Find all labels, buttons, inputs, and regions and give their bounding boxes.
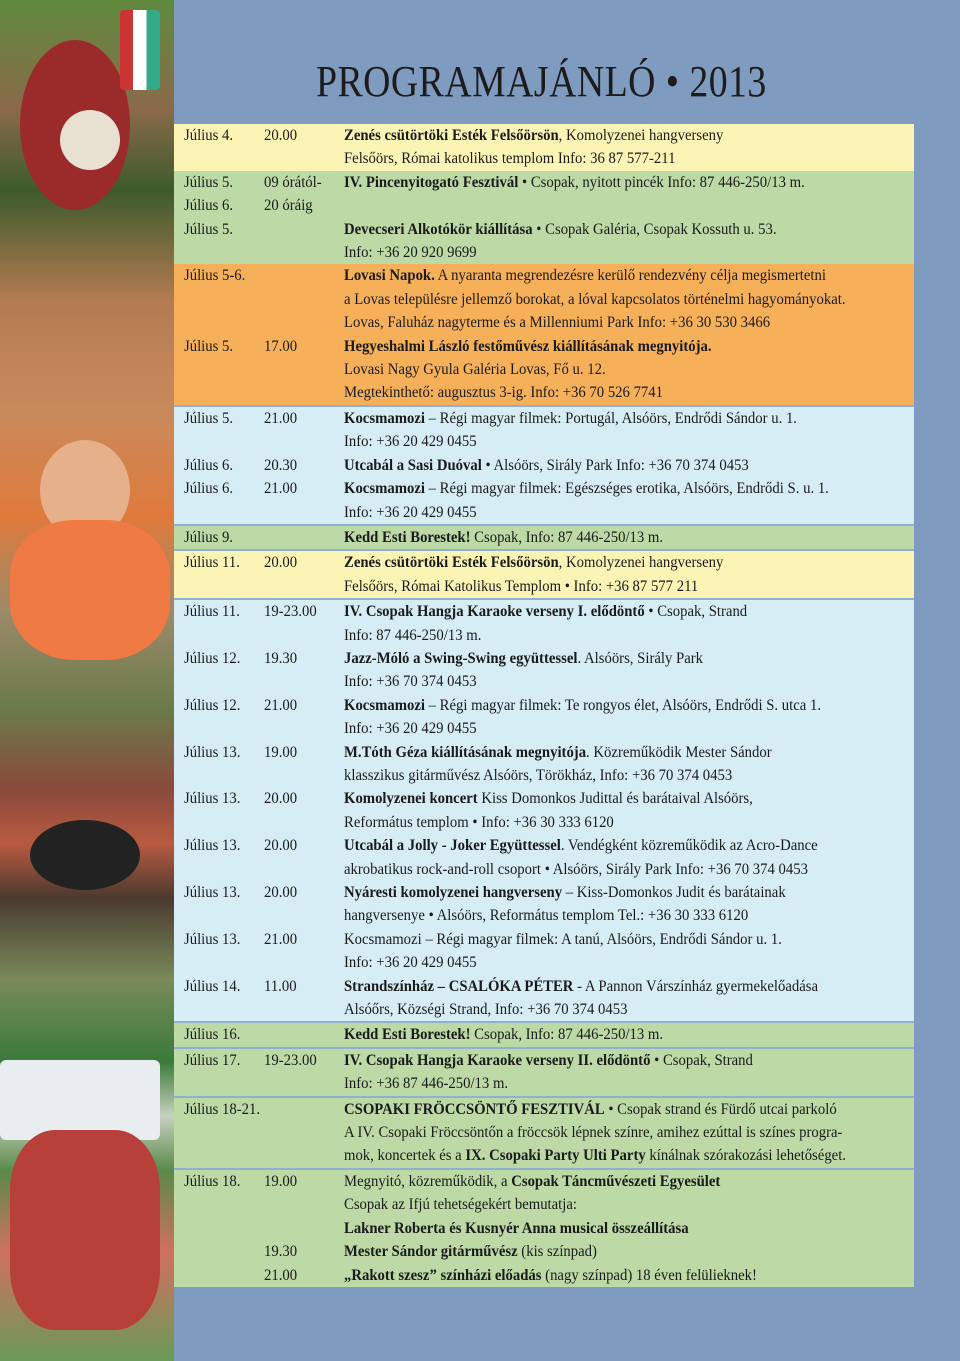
event-description [344,834,914,881]
date-line [184,1144,258,1167]
time-line [264,1217,338,1240]
date-line: Július 5. [184,173,234,191]
time-line [264,858,338,881]
event-time [264,1098,344,1168]
description-line: IV. Csopak Hangja Karaoke verseny II. elődöntő • Csopak, Strand [344,1051,753,1069]
date-line [184,288,258,311]
description-line: Felsőörs, Római Katolikus Templom • Info: +36 87 577 211 [344,577,699,595]
event-row [174,1047,914,1096]
event-date [184,526,264,549]
event-time [264,834,344,881]
time-line [264,147,338,170]
date-line: Július 4. [184,127,234,144]
date-line: Július 13. [184,790,241,808]
date-line [184,358,258,381]
description-line: Csopak az Ifjú tehetségekért bemutatja: [344,1196,577,1214]
date-line [184,147,258,170]
date-line [184,1217,258,1240]
event-date [184,647,264,694]
date-line [184,904,258,927]
event-date [184,834,264,881]
date-line [184,624,258,647]
event-date [184,881,264,928]
dancers [10,1130,160,1330]
description-line: A IV. Csopaki Fröccsöntőn a fröccsök lépnek színre, amihez ezúttal is színes progra- [344,1124,843,1142]
time-line: 20.00 [264,837,298,855]
date-line: Július 5-6. [184,267,246,285]
time-line: 09 órától- [264,173,322,191]
description-line: mok, koncertek és a IX. Csopaki Party Ulti Party kínálnak szórakozási lehetőséget. [344,1147,846,1165]
event-row [174,928,914,975]
time-line [264,904,338,927]
date-line [184,430,258,453]
date-line: Július 11. [184,554,240,572]
time-line [264,264,338,287]
event-row [174,124,914,171]
flag [120,10,160,90]
date-line: Július 17. [184,1051,241,1069]
event-description [344,407,914,454]
time-line [264,717,338,740]
event-date [184,975,264,1022]
description-line: Utcabál a Jolly - Joker Együttessel. Vendégként közreműködik az Acro-Dance [344,837,818,855]
event-time [264,787,344,834]
time-line [264,764,338,787]
time-line: 21.00 [264,930,298,948]
page-title: PROGRAMAJÁNLÓ • 2013 [316,57,767,106]
event-date [184,551,264,598]
description-line: Megnyitó, közreműködik, a Csopak Táncművészeti Egyesület [344,1172,721,1190]
event-time [264,741,344,788]
time-line: 20.00 [264,127,298,144]
time-line [264,951,338,974]
date-line: Július 5. [184,220,234,238]
time-line: 19.30 [264,649,298,667]
date-line: Július 18. [184,1172,241,1190]
event-description [344,1049,914,1096]
date-line: Július 11. [184,603,240,621]
description-line: Utcabál a Sasi Duóval • Alsóörs, Sirály Park Info: +36 70 374 0453 [344,456,749,474]
description-line: Info: +36 70 374 0453 [344,673,477,691]
date-line [184,575,258,598]
date-line [184,501,258,524]
event-time [264,124,344,171]
date-line: Július 18-21. [184,1100,261,1118]
date-line: Július 16. [184,1026,241,1044]
event-description [344,1023,914,1046]
time-line: 19-23.00 [264,603,317,621]
date-line: Július 13. [184,743,241,761]
event-date [184,600,264,647]
description-line: Info: 87 446-250/13 m. [344,626,482,644]
description-line: Kocsmamozi – Régi magyar filmek: Te rongyos élet, Alsóörs, Endrődi S. utca 1. [344,696,822,714]
event-description [344,1170,914,1287]
event-date [184,454,264,477]
event-time [264,407,344,454]
time-line: 20.00 [264,554,298,572]
description-line: Lovasi Nagy Gyula Galéria Lovas, Fő u. 12. [344,361,606,379]
date-line [184,670,258,693]
event-description [344,477,914,524]
description-line: CSOPAKI FRÖCCSÖNTŐ FESZTIVÁL • Csopak strand és Fürdő utcai parkoló [344,1100,837,1118]
time-line: 19.30 [264,1243,298,1261]
event-time [264,975,344,1022]
date-line: Július 6. [184,197,234,215]
date-line [184,1193,258,1216]
event-description [344,1098,914,1168]
time-line [264,381,338,404]
time-line: 21.00 [264,696,298,714]
event-date [184,124,264,171]
event-time [264,600,344,647]
time-line [264,501,338,524]
event-date [184,1170,264,1287]
event-description [344,928,914,975]
time-line [264,624,338,647]
event-time [264,928,344,975]
event-row [174,598,914,647]
time-line [264,811,338,834]
event-date [184,1098,264,1168]
description-line: IV. Csopak Hangja Karaoke verseny I. elődöntő • Csopak, Strand [344,603,748,621]
date-line [184,381,258,404]
event-time [264,526,344,549]
event-row [174,477,914,524]
drum [60,110,120,170]
description-line: Lovas, Faluház nagyterme és a Millenniumi Park Info: +36 30 530 3466 [344,314,771,332]
description-line: Megtekinthető: augusztus 3-ig. Info: +36 70 526 7741 [344,384,664,402]
description-line: Strandszínház – CSALÓKA PÉTER - A Pannon Várszínház gyermekelőadása [344,977,819,995]
event-time [264,264,344,334]
time-line: 21.00 [264,480,298,498]
event-description [344,171,914,218]
time-line [264,575,338,598]
event-date [184,787,264,834]
date-line [184,1264,258,1287]
description-line: Mester Sándor gitárművész (kis színpad) [344,1243,597,1261]
time-line: 17.00 [264,337,298,355]
date-line: Július 13. [184,837,241,855]
time-line: 20 óráig [264,197,313,215]
description-line [344,194,863,217]
description-line: Kocsmamozi – Régi magyar filmek: Portugál, Alsóörs, Endrődi Sándor u. 1. [344,409,797,427]
description-line: hangversenye • Alsóörs, Református templom Tel.: +36 30 333 6120 [344,907,749,925]
event-date [184,1023,264,1046]
date-line: Július 5. [184,337,234,355]
description-line: akrobatikus rock-and-roll csoport • Alsóörs, Sirály Park Info: +36 70 374 0453 [344,860,808,878]
time-line: 20.00 [264,790,298,808]
time-line [264,526,338,549]
description-line: Info: +36 87 446-250/13 m. [344,1075,509,1093]
description-line: Info: +36 20 429 0455 [344,720,477,738]
date-line [184,858,258,881]
event-description [344,881,914,928]
description-line: Info: +36 20 920 9699 [344,244,477,262]
event-description [344,335,914,405]
description-line: a Lovas településre jellemző borokat, a lóval kapcsolatos történelmi hagyományokat. [344,290,846,308]
time-line [264,998,338,1021]
time-line: 21.00 [264,1266,298,1284]
time-line: 19.00 [264,1172,298,1190]
event-row [174,171,914,218]
event-time [264,881,344,928]
description-line: Felsőörs, Római katolikus templom Info: 36 87 577-211 [344,150,676,168]
event-time [264,454,344,477]
description-line: Kedd Esti Borestek! Csopak, Info: 87 446-250/13 m. [344,528,664,546]
event-date [184,694,264,741]
time-line [264,1023,338,1046]
event-description [344,526,914,549]
event-time [264,1049,344,1096]
event-row [174,1021,914,1046]
event-time [264,694,344,741]
time-line [264,430,338,453]
time-line [264,311,338,334]
description-line: Lakner Roberta és Kusnyér Anna musical összeállítása [344,1219,689,1237]
description-line: Info: +36 20 429 0455 [344,433,477,451]
program-table [174,124,914,1287]
date-line: Július 6. [184,480,234,498]
event-row [174,881,914,928]
event-row [174,218,914,265]
event-description [344,975,914,1022]
description-line: Zenés csütörtöki Esték Felsőörsön, Komolyzenei hangverseny [344,127,724,144]
date-line: Július 5. [184,409,234,427]
date-line: Július 13. [184,930,241,948]
description-line: Kedd Esti Borestek! Csopak, Info: 87 446-250/13 m. [344,1026,664,1044]
description-line: Református templom • Info: +36 30 333 6120 [344,813,614,831]
description-line: Info: +36 20 429 0455 [344,503,477,521]
event-time [264,1170,344,1287]
event-description [344,264,914,334]
date-line [184,951,258,974]
date-line [184,241,258,264]
event-row [174,787,914,834]
child-shirt [10,520,170,660]
event-date [184,218,264,265]
time-line [264,1121,338,1144]
event-time [264,477,344,524]
event-row [174,454,914,477]
description-line: Komolyzenei koncert Kiss Domonkos Judittal és barátaival Alsóörs, [344,790,753,808]
date-line [184,1121,258,1144]
event-description [344,694,914,741]
date-line [184,1240,258,1263]
description-line: klasszikus gitárművész Alsóörs, Törökház, Info: +36 70 374 0453 [344,766,733,784]
event-description [344,787,914,834]
event-row [174,1096,914,1168]
date-line [184,811,258,834]
time-line [264,241,338,264]
description-line: Devecseri Alkotókör kiállítása • Csopak Galéria, Csopak Kossuth u. 53. [344,220,777,238]
event-description [344,551,914,598]
event-row [174,647,914,694]
event-description [344,647,914,694]
event-description [344,741,914,788]
event-time [264,1023,344,1046]
event-time [264,551,344,598]
event-date [184,741,264,788]
time-line: 21.00 [264,409,298,427]
description-line: Jazz-Móló a Swing-Swing együttessel. Alsóörs, Sirály Park [344,649,704,667]
date-line: Július 6. [184,456,234,474]
date-line [184,764,258,787]
event-time [264,647,344,694]
photo-collage [0,0,174,1361]
date-line [184,1072,258,1095]
description-line: Kocsmamozi – Régi magyar filmek: A tanú, Alsóörs, Endrődi Sándor u. 1. [344,930,782,948]
event-description [344,454,914,477]
event-row [174,1168,914,1287]
event-row [174,264,914,334]
event-row [174,335,914,405]
event-row [174,549,914,598]
time-line: 11.00 [264,977,297,995]
date-line [184,998,258,1021]
description-line: Info: +36 20 429 0455 [344,954,477,972]
time-line [264,288,338,311]
event-date [184,264,264,334]
description-line: Kocsmamozi – Régi magyar filmek: Egészséges erotika, Alsóörs, Endrődi S. u. 1. [344,480,829,498]
description-line: Alsóőrs, Községi Strand, Info: +36 70 374 0453 [344,1001,628,1019]
event-row [174,694,914,741]
event-date [184,1049,264,1096]
event-time [264,218,344,265]
time-line [264,1193,338,1216]
date-line: Július 12. [184,696,241,714]
time-line: 20.00 [264,884,298,901]
time-line: 20.30 [264,456,298,474]
date-line: Július 14. [184,977,241,995]
time-line: 19-23.00 [264,1051,317,1069]
date-line: Július 9. [184,528,234,546]
event-time [264,171,344,218]
event-description [344,218,914,265]
date-line: Július 12. [184,649,241,667]
description-line: Lovasi Napok. A nyaranta megrendezésre kerülő rendezvény célja megismertetni [344,267,826,285]
event-description [344,600,914,647]
date-line: Július 13. [184,884,241,901]
date-line [184,311,258,334]
time-line [264,1144,338,1167]
cauldron [30,820,140,890]
event-date [184,407,264,454]
event-time [264,335,344,405]
event-row [174,834,914,881]
time-line [264,358,338,381]
banner [0,1060,160,1140]
date-line [184,717,258,740]
description-line: Nyáresti komolyzenei hangverseny – Kiss-Domonkos Judit és barátainak [344,884,786,901]
description-line: Zenés csütörtöki Esték Felsőörsön, Komolyzenei hangverseny [344,554,724,572]
event-date [184,171,264,218]
event-description [344,124,914,171]
time-line [264,1072,338,1095]
description-line: M.Tóth Géza kiállításának megnyitója. Közreműködik Mester Sándor [344,743,772,761]
description-line: „Rakott szesz” színházi előadás (nagy színpad) 18 éven felülieknek! [344,1266,757,1284]
event-row [174,405,914,454]
event-row [174,975,914,1022]
event-date [184,335,264,405]
description-line: Hegyeshalmi László festőművész kiállításának megnyitója. [344,337,712,355]
event-date [184,928,264,975]
time-line: 19.00 [264,743,298,761]
description-line: IV. Pincenyitogató Fesztivál • Csopak, nyitott pincék Info: 87 446-250/13 m. [344,173,805,191]
event-date [184,477,264,524]
time-line [264,1098,338,1121]
event-row [174,524,914,549]
time-line [264,670,338,693]
event-row [174,741,914,788]
time-line [264,218,338,241]
